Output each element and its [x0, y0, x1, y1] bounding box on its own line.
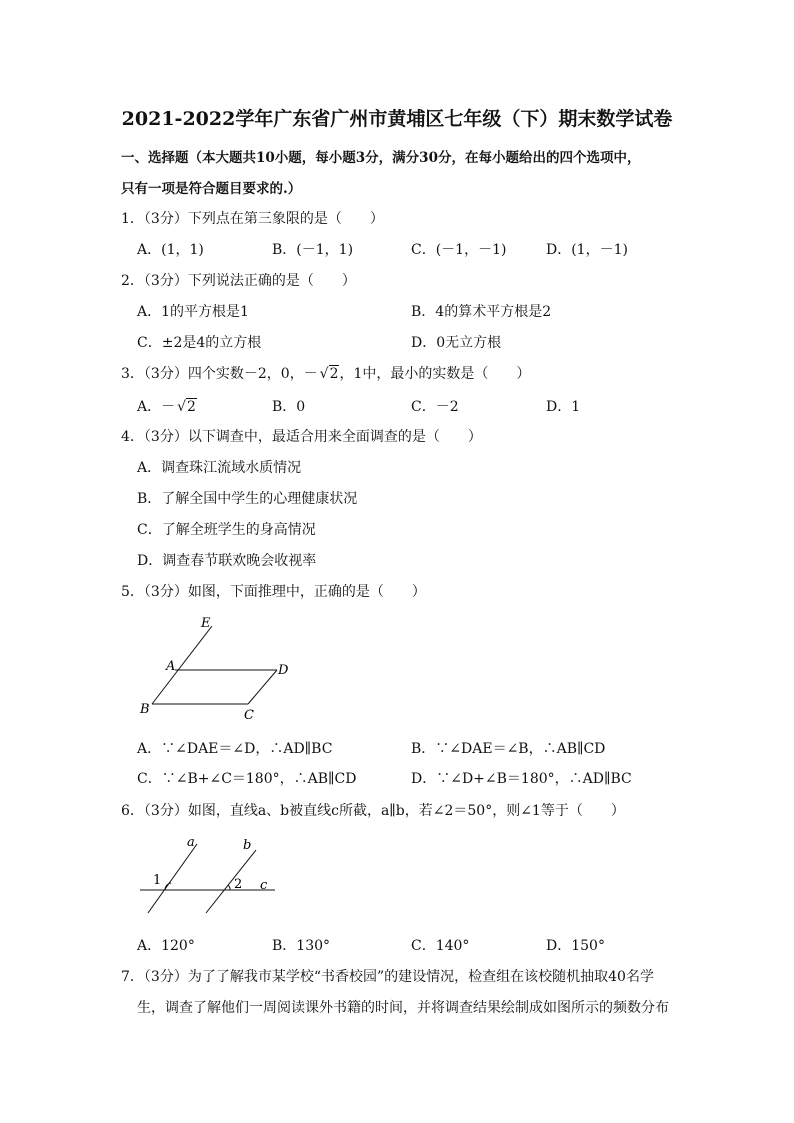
label-angle-1: 1 [153, 873, 162, 888]
label-b: b [243, 838, 252, 853]
q6-option-a[interactable]: A．120° [137, 938, 195, 954]
q1-stem: 1．（3分）下列点在第三象限的是（ ） [121, 211, 384, 227]
angle-1-arc [165, 883, 171, 890]
q3-option-b[interactable]: B．0 [272, 399, 306, 415]
segment-dc [248, 670, 277, 704]
q3-option-a-radicand: 2 [187, 399, 196, 415]
q5-option-a[interactable]: A．∵∠DAE＝∠D，∴AD∥BC [137, 741, 333, 757]
q4-stem: 4．（3分）以下调查中，最适合用来全面调查的是（ ） [121, 429, 482, 445]
q2-option-c[interactable]: C．±2是4的立方根 [137, 335, 262, 351]
q5-option-d[interactable]: D．∵∠D+∠B＝180°，∴AD∥BC [411, 771, 632, 787]
q3-option-c[interactable]: C．－2 [411, 399, 459, 415]
q3-stem-pre: 3．（3分）四个实数－2，0，－ [121, 366, 318, 382]
q4-option-c[interactable]: C．了解全班学生的身高情况 [137, 522, 316, 538]
angle-2-arc [228, 885, 230, 890]
q2-option-d[interactable]: D．0无立方根 [411, 335, 502, 351]
q4-option-d[interactable]: D．调查春节联欢晚会收视率 [137, 553, 317, 569]
q1-option-a[interactable]: A．(1，1) [137, 242, 204, 258]
q5-option-c[interactable]: C．∵∠B+∠C＝180°，∴AB∥CD [137, 771, 357, 787]
label-e: E [201, 616, 211, 631]
q7-stem-line1: 7．（3分）为了了解我市某学校“书香校园”的建设情况，检查组在该校随机抽取40名学 [121, 969, 654, 985]
q3-radicand: 2 [329, 366, 339, 382]
q2-option-b[interactable]: B．4的算术平方根是2 [411, 304, 552, 320]
q5-figure [135, 612, 295, 724]
sqrt-symbol: √2 [177, 399, 196, 415]
q1-option-b[interactable]: B．(－1，1) [272, 242, 354, 258]
q6-option-c[interactable]: C．140° [411, 938, 470, 954]
line-ae-b [152, 626, 212, 704]
q5-option-b[interactable]: B．∵∠DAE＝∠B，∴AB∥CD [411, 741, 606, 757]
page-title: 2021-2022学年广东省广州市黄埔区七年级（下）期末数学试卷 [121, 108, 673, 130]
q3-option-a-pre: A．－ [137, 399, 176, 415]
q1-option-d[interactable]: D．(1，－1) [546, 242, 628, 258]
q6-option-b[interactable]: B．130° [272, 938, 331, 954]
q4-option-a[interactable]: A．调查珠江流域水质情况 [137, 460, 302, 476]
section-heading-line1: 一、选择题（本大题共10小题，每小题3分，满分30分，在每小题给出的四个选项中， [121, 150, 641, 166]
label-angle-2: 2 [234, 877, 243, 892]
label-a: a [187, 835, 195, 850]
label-a: A [166, 659, 176, 674]
label-d: D [278, 663, 289, 678]
section-heading-line2: 只有一项是符合题目要求的.） [121, 181, 302, 197]
label-b: B [140, 702, 150, 717]
q3-option-a[interactable] [137, 396, 197, 416]
q7-stem-line2: 生，调查了解他们一周阅读课外书籍的时间，并将调查结果绘制成如图所示的频数分布 [137, 1000, 669, 1016]
label-c: C [244, 708, 254, 723]
q5-stem: 5．（3分）如图，下面推理中，正确的是（ ） [121, 584, 426, 600]
q2-stem: 2．（3分）下列说法正确的是（ ） [121, 273, 356, 289]
label-c: c [260, 878, 268, 893]
q3-option-d[interactable]: D．1 [546, 399, 581, 415]
q6-stem: 6．（3分）如图，直线a、b被直线c所截，a∥b，若∠2＝50°，则∠1等于（ ） [121, 803, 625, 819]
line-b [206, 850, 256, 913]
q3-stem [121, 363, 530, 383]
q1-option-c[interactable]: C．(－1，－1) [411, 242, 507, 258]
sqrt-symbol: √2 [319, 366, 339, 382]
q3-stem-post: ，1中，最小的实数是（ ） [339, 366, 531, 382]
q4-option-b[interactable]: B．了解全国中学生的心理健康状况 [137, 491, 358, 507]
q6-figure [135, 830, 285, 920]
q2-option-a[interactable]: A．1的平方根是1 [137, 304, 249, 320]
q6-option-d[interactable]: D．150° [546, 938, 605, 954]
